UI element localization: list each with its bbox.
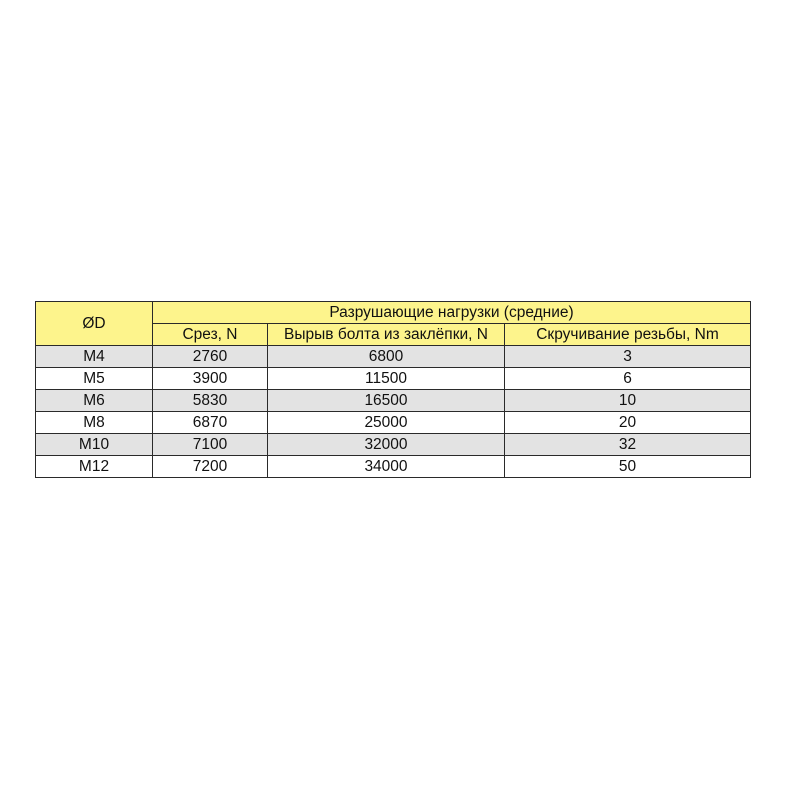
thread-torque-cell: 50	[505, 456, 751, 478]
pull-out-cell: 32000	[268, 434, 505, 456]
column-header-thread-torque: Скручивание резьбы, Nm	[505, 324, 751, 346]
table-row	[36, 412, 751, 434]
shear-cell: 7200	[153, 456, 268, 478]
header-row-group	[36, 302, 751, 324]
table-row	[36, 390, 751, 412]
shear-cell: 6870	[153, 412, 268, 434]
size-cell: M4	[36, 346, 153, 368]
shear-cell: 7100	[153, 434, 268, 456]
pull-out-cell: 25000	[268, 412, 505, 434]
pull-out-cell: 6800	[268, 346, 505, 368]
pull-out-cell: 16500	[268, 390, 505, 412]
pull-out-cell: 11500	[268, 368, 505, 390]
pull-out-cell: 34000	[268, 456, 505, 478]
table-row	[36, 368, 751, 390]
column-header-shear: Срез, N	[153, 324, 268, 346]
size-cell: M8	[36, 412, 153, 434]
diameter-header: ØD	[36, 302, 153, 346]
table-row	[36, 434, 751, 456]
table-row	[36, 346, 751, 368]
thread-torque-cell: 32	[505, 434, 751, 456]
size-cell: M12	[36, 456, 153, 478]
thread-torque-cell: 3	[505, 346, 751, 368]
thread-torque-cell: 20	[505, 412, 751, 434]
thread-torque-cell: 6	[505, 368, 751, 390]
size-cell: M5	[36, 368, 153, 390]
column-header-pull-out: Вырыв болта из заклёпки, N	[268, 324, 505, 346]
breaking-loads-group-header: Разрушающие нагрузки (средние)	[153, 302, 751, 324]
size-cell: M10	[36, 434, 153, 456]
table-row	[36, 456, 751, 478]
shear-cell: 5830	[153, 390, 268, 412]
size-cell: M6	[36, 390, 153, 412]
breaking-loads-table	[35, 301, 751, 478]
shear-cell: 2760	[153, 346, 268, 368]
shear-cell: 3900	[153, 368, 268, 390]
thread-torque-cell: 10	[505, 390, 751, 412]
